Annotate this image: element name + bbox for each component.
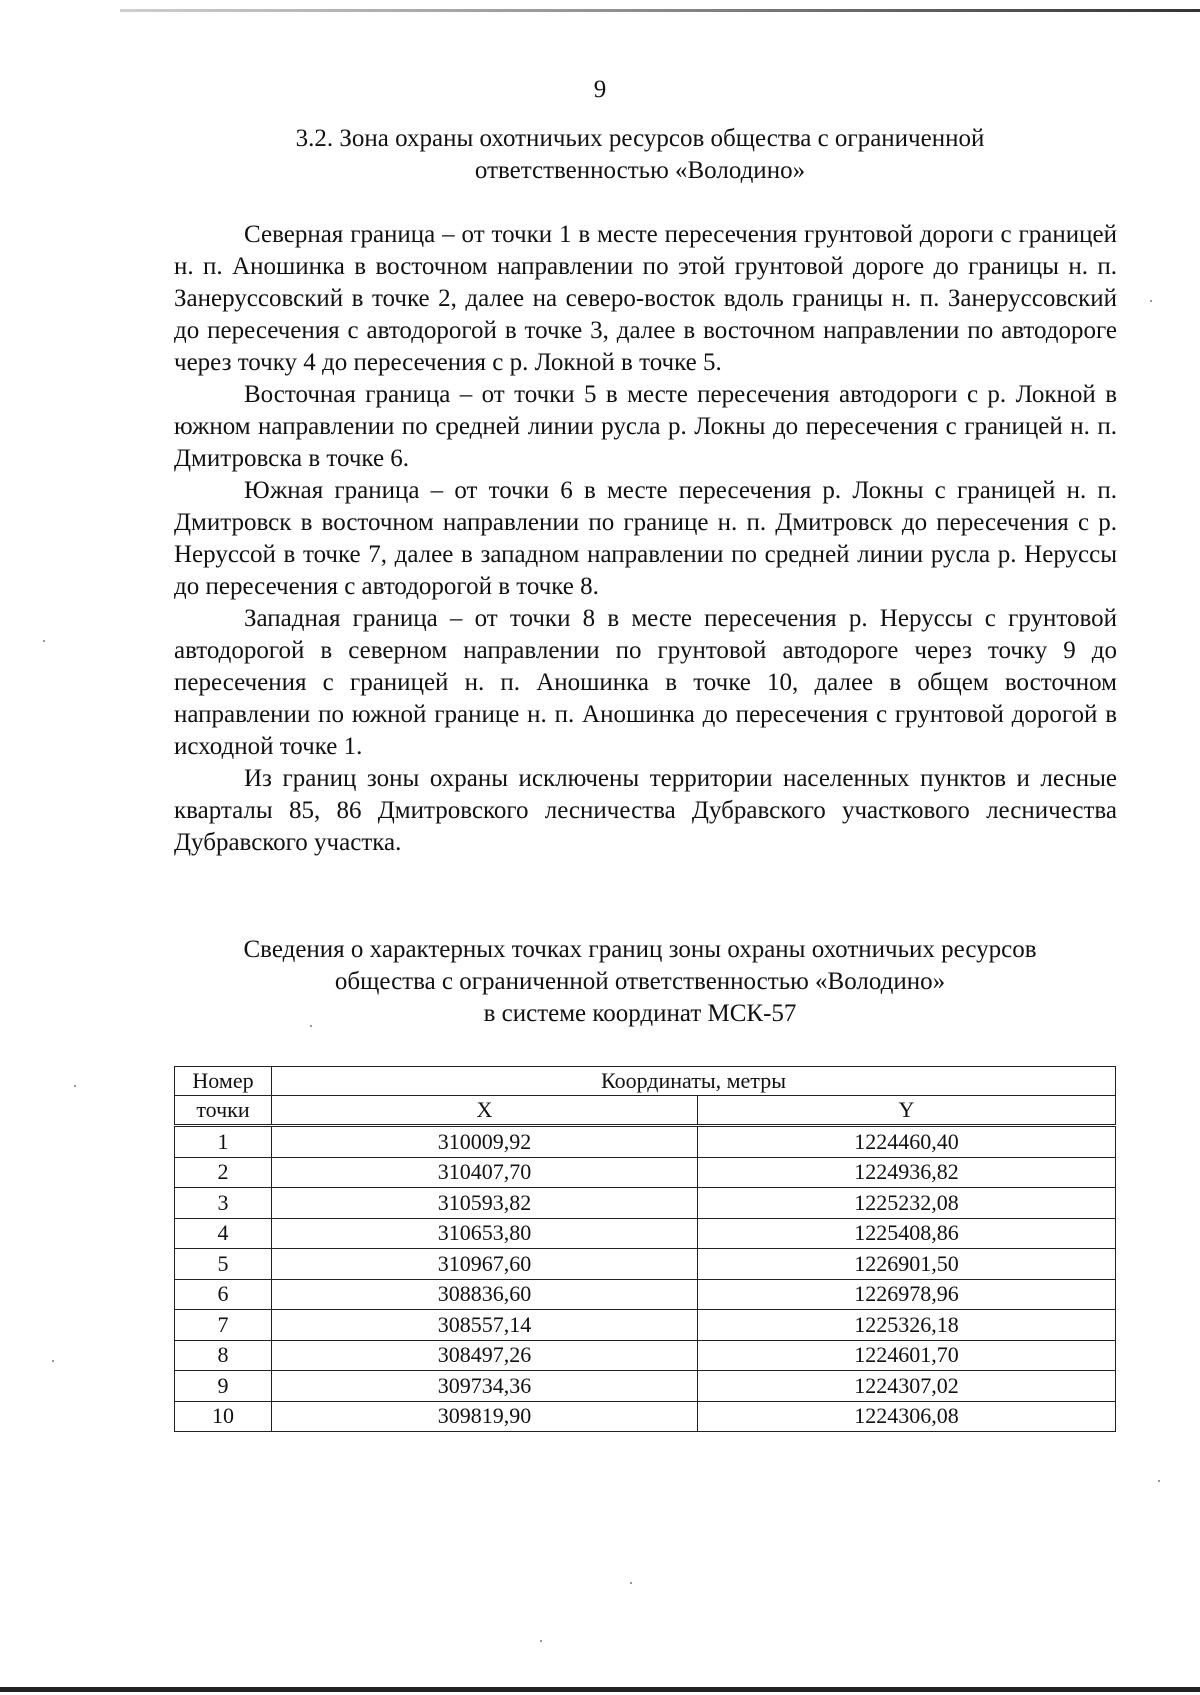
coord-y: 1224460,40 bbox=[698, 1126, 1116, 1158]
coord-y: 1224307,02 bbox=[698, 1371, 1116, 1402]
scan-edge-top bbox=[120, 9, 1200, 12]
header-y: Y bbox=[698, 1096, 1116, 1126]
scan-speck bbox=[630, 1582, 632, 1584]
point-number: 4 bbox=[175, 1218, 272, 1249]
table-row bbox=[175, 1340, 1116, 1371]
coord-x: 309734,36 bbox=[272, 1371, 698, 1402]
coord-y: 1225232,08 bbox=[698, 1188, 1116, 1219]
header-point-number-line-1: Номер bbox=[175, 1067, 272, 1096]
coord-x: 310967,60 bbox=[272, 1249, 698, 1280]
page-number: 9 bbox=[593, 76, 607, 103]
table-row bbox=[175, 1279, 1116, 1310]
point-number: 5 bbox=[175, 1249, 272, 1280]
scan-speck bbox=[43, 640, 45, 642]
point-number: 8 bbox=[175, 1340, 272, 1371]
coord-y: 1224306,08 bbox=[698, 1401, 1116, 1432]
section-title bbox=[200, 123, 1080, 187]
coord-y: 1225326,18 bbox=[698, 1310, 1116, 1341]
scan-speck bbox=[310, 1025, 312, 1027]
coordinates-table bbox=[174, 1066, 1116, 1432]
table-row bbox=[175, 1249, 1116, 1280]
paragraph-south-boundary: Южная граница – от точки 6 в месте пересечения р. Локны с границей н. п. Дмитровск в восточном направлении по границе н. п. Дмитровск до пересечения с р. Неруссой в точке 7, далее в западном направлении по средней линии русла р. Неруссы до пересечения с автодорогой в точке 8. bbox=[174, 477, 1117, 600]
paragraph-east-boundary: Восточная граница – от точки 5 в месте пересечения автодороги с р. Локной в южном направлении по средней линии русла р. Локны до пересечения с границей н. п. Дмитровска в точке 6. bbox=[174, 381, 1117, 472]
coord-x: 310593,82 bbox=[272, 1188, 698, 1219]
point-number: 3 bbox=[175, 1188, 272, 1219]
coord-x: 308497,26 bbox=[272, 1340, 698, 1371]
scan-speck bbox=[52, 1360, 54, 1362]
paragraph-west-boundary: Западная граница – от точки 8 в месте пересечения р. Неруссы с грунтовой автодорогой в северном направлении по грунтовой автодороге через точку 9 до пересечения с границей н. п. Аношинка в точке 10, далее в общем восточном направлении по южной границе н. п. Аношинка до пересечения с грунтовой дорогой в исходной точке 1. bbox=[174, 605, 1117, 760]
table-row bbox=[175, 1310, 1116, 1341]
coord-x: 310009,92 bbox=[272, 1126, 698, 1158]
scan-edge-bottom bbox=[0, 1687, 1200, 1692]
table-caption bbox=[150, 934, 1130, 1030]
coord-y: 1224601,70 bbox=[698, 1340, 1116, 1371]
table-caption-line-3: в системе координат МСК-57 bbox=[483, 1000, 797, 1027]
table-caption-line-1: Сведения о характерных точках границ зоны охраны охотничьих ресурсов bbox=[243, 936, 1037, 963]
coord-x: 309819,90 bbox=[272, 1401, 698, 1432]
table-row bbox=[175, 1157, 1116, 1188]
header-coordinates: Координаты, метры bbox=[272, 1067, 1116, 1096]
coord-y: 1226901,50 bbox=[698, 1249, 1116, 1280]
paragraph-north-boundary: Северная граница – от точки 1 в месте пересечения грунтовой дороги с границей н. п. Аношинка в восточном направлении по этой грунтовой дороге до границы н. п. Занеруссовский в точке 2, далее на северо-восток вдоль границы н. п. Занеруссовский до пересечения с автодорогой в точке 3, далее в восточном направлении по автодороге через точку 4 до пересечения с р. Локной в точке 5. bbox=[174, 221, 1117, 376]
table-row bbox=[175, 1218, 1116, 1249]
scan-speck bbox=[540, 1640, 542, 1642]
scan-speck bbox=[74, 1085, 76, 1087]
coord-x: 310653,80 bbox=[272, 1218, 698, 1249]
header-point-number-line-2: точки bbox=[175, 1096, 272, 1126]
coord-y: 1226978,96 bbox=[698, 1279, 1116, 1310]
point-number: 7 bbox=[175, 1310, 272, 1341]
coord-x: 310407,70 bbox=[272, 1157, 698, 1188]
body-text bbox=[174, 219, 1117, 859]
coord-x: 308557,14 bbox=[272, 1310, 698, 1341]
point-number: 10 bbox=[175, 1401, 272, 1432]
scan-speck bbox=[1158, 1480, 1160, 1482]
table-row bbox=[175, 1401, 1116, 1432]
point-number: 1 bbox=[175, 1126, 272, 1158]
table-caption-line-2: общества с ограниченной ответственностью «Володино» bbox=[334, 968, 946, 995]
header-x: X bbox=[272, 1096, 698, 1126]
point-number: 9 bbox=[175, 1371, 272, 1402]
table-row bbox=[175, 1188, 1116, 1219]
table-row bbox=[175, 1371, 1116, 1402]
coord-x: 308836,60 bbox=[272, 1279, 698, 1310]
coord-y: 1225408,86 bbox=[698, 1218, 1116, 1249]
point-number: 2 bbox=[175, 1157, 272, 1188]
paragraph-exclusions: Из границ зоны охраны исключены территории населенных пунктов и лесные кварталы 85, 86 Дмитровского лесничества Дубравского участкового лесничества Дубравского участка. bbox=[174, 765, 1117, 856]
table-row bbox=[175, 1126, 1116, 1158]
coord-y: 1224936,82 bbox=[698, 1157, 1116, 1188]
section-title-line-1: 3.2. Зона охраны охотничьих ресурсов общества с ограниченной bbox=[295, 125, 985, 152]
section-title-line-2: ответственностью «Володино» bbox=[474, 157, 806, 184]
point-number: 6 bbox=[175, 1279, 272, 1310]
scan-speck bbox=[1150, 300, 1152, 302]
